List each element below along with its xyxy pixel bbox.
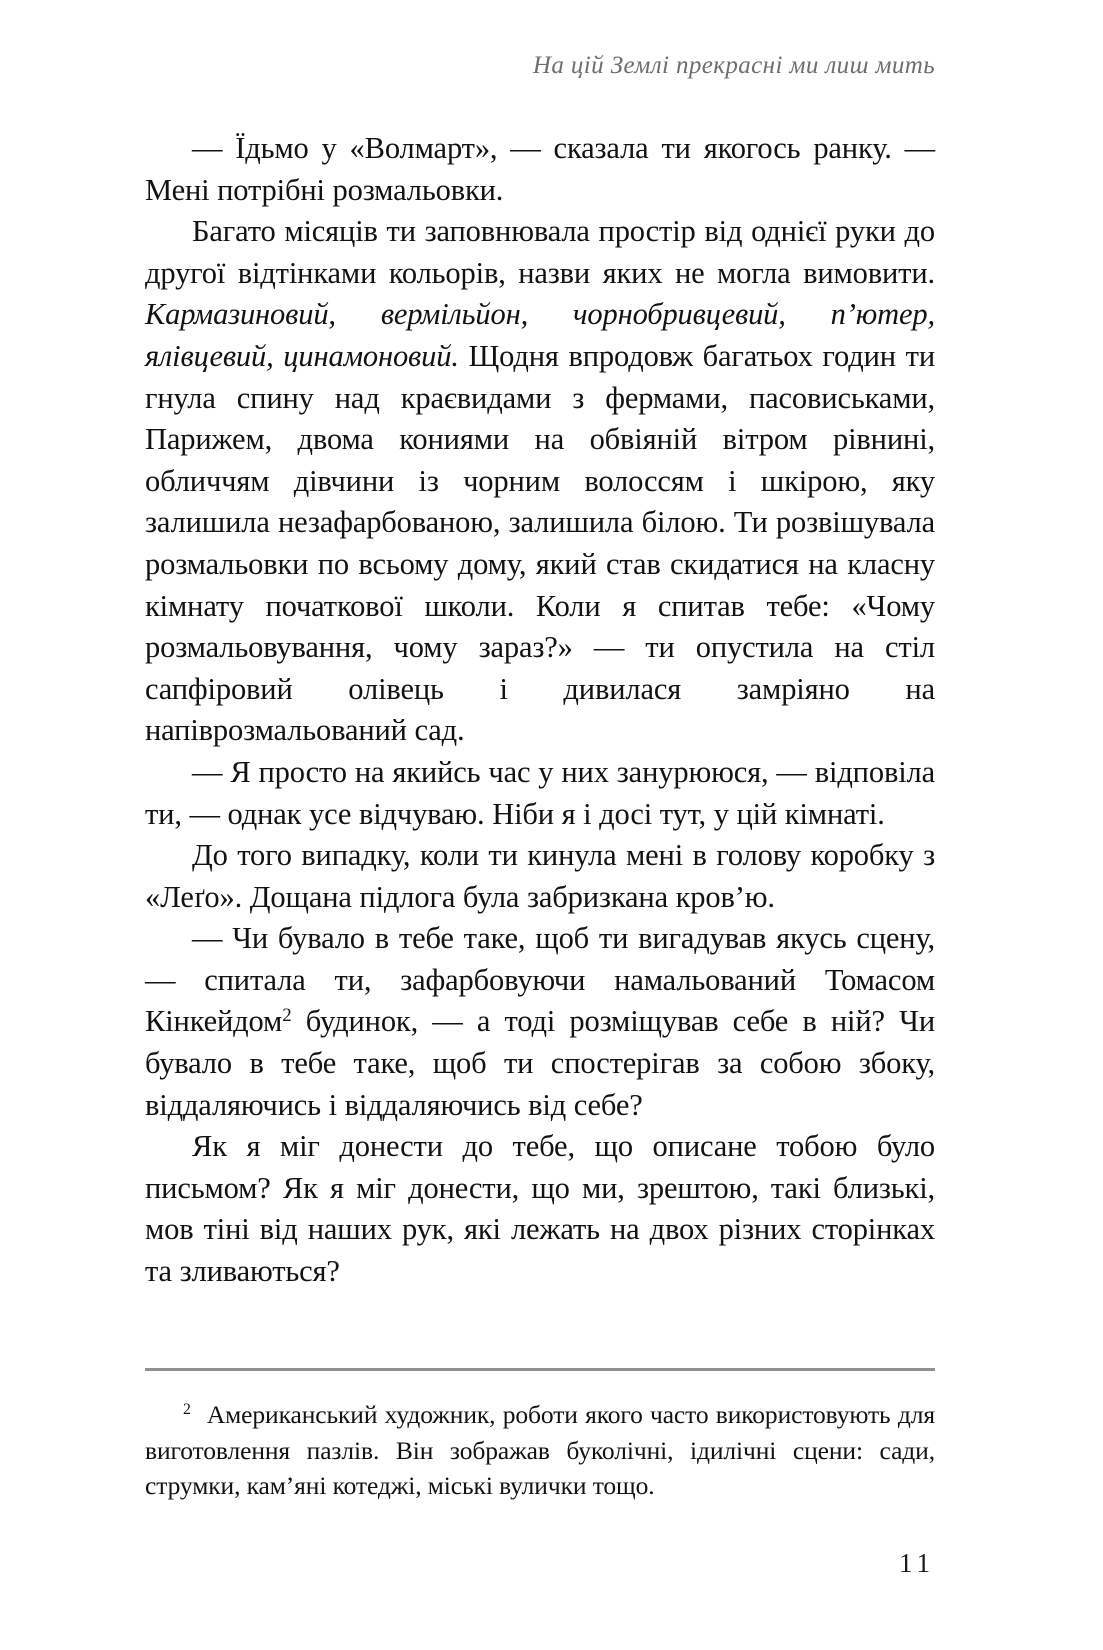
paragraph — [145, 211, 935, 752]
footnote-marker: 2 — [183, 1400, 191, 1418]
text-run: — Я просто на якийсь час у них занурююся, — відповіла ти, — однак усе відчуваю. Ніби я і досі тут, у цій кімнаті. — [145, 754, 935, 831]
text-run: — Їдьмо у «Волмарт», — сказала ти якогось ранку. — Мені потрібні розмальовки. — [145, 131, 935, 207]
page-number: 11 — [899, 1548, 935, 1578]
paragraph — [145, 918, 935, 1126]
footnote-reference: 2 — [282, 1005, 292, 1027]
italic-run: Кармазиновий, вермільйон, чорнобривцевий, п’ютер, ялівцевий, цинамоновий. — [145, 297, 935, 373]
paragraph — [145, 752, 935, 835]
footnote-item — [145, 1397, 935, 1504]
text-run: Багато місяців ти заповнювала простір від однієї руки до другої відтінками кольорів, назви яких не могла вимовити. — [145, 214, 935, 290]
paragraph — [145, 1126, 935, 1292]
footnote-text: Американський художник, роботи якого часто використовують для виготовлення пазлів. Він зображав буколічні, ідилічні сцени: сади, струмки, кам’яні котеджі, міські вулички тощо. — [145, 1400, 935, 1500]
text-run: Щодня впродовж багатьох годин ти гнула спину над краєвидами з фермами, пасовиськами, Парижем, двома кониями на обвіяній вітром рівнині, обличчям дівчини із чорним волоссям і шкірою, яку залишила незафарбованою, залишила білою. Ти розвішувала розмальовки по всьому дому, який став скидатися на класну кімнату початкової школи. Коли я спитав тебе: «Чому розмальовування, чому зараз?» — ти опустила на стіл сапфіровий олівець і дивилася замріяно на напіврозмальований сад. — [145, 338, 935, 748]
text-run: — Чи бувало в тебе таке, щоб ти вигадував якусь сцену, — спитала ти, зафарбовуючи намальований Томасом Кінкейдом — [145, 921, 935, 1039]
paragraph — [145, 128, 935, 211]
body-text-block — [145, 128, 935, 1293]
paragraph — [145, 835, 935, 918]
text-run: Як я міг донести до тебе, що описане тобою було письмом? Як я міг донести, що ми, зрештою, такі близькі, мов тіні від наших рук, які лежать на двох різних сторінках та зливаються? — [145, 1129, 935, 1289]
text-run: До того випадку, коли ти кинула мені в голову коробку з «Леґо». Дощана підлога була забризкана кров’ю. — [145, 838, 935, 914]
text-run: будинок, — а тоді розміщував себе в ній? Чи бувало в тебе таке, щоб ти спостерігав за собою збоку, віддаляючись і віддаляючись від себе? — [145, 1004, 935, 1122]
running-head: На цій Землі прекрасні ми лиш мить — [532, 52, 935, 79]
footnote-separator-rule — [145, 1368, 935, 1371]
footnote-zone — [145, 1368, 935, 1504]
